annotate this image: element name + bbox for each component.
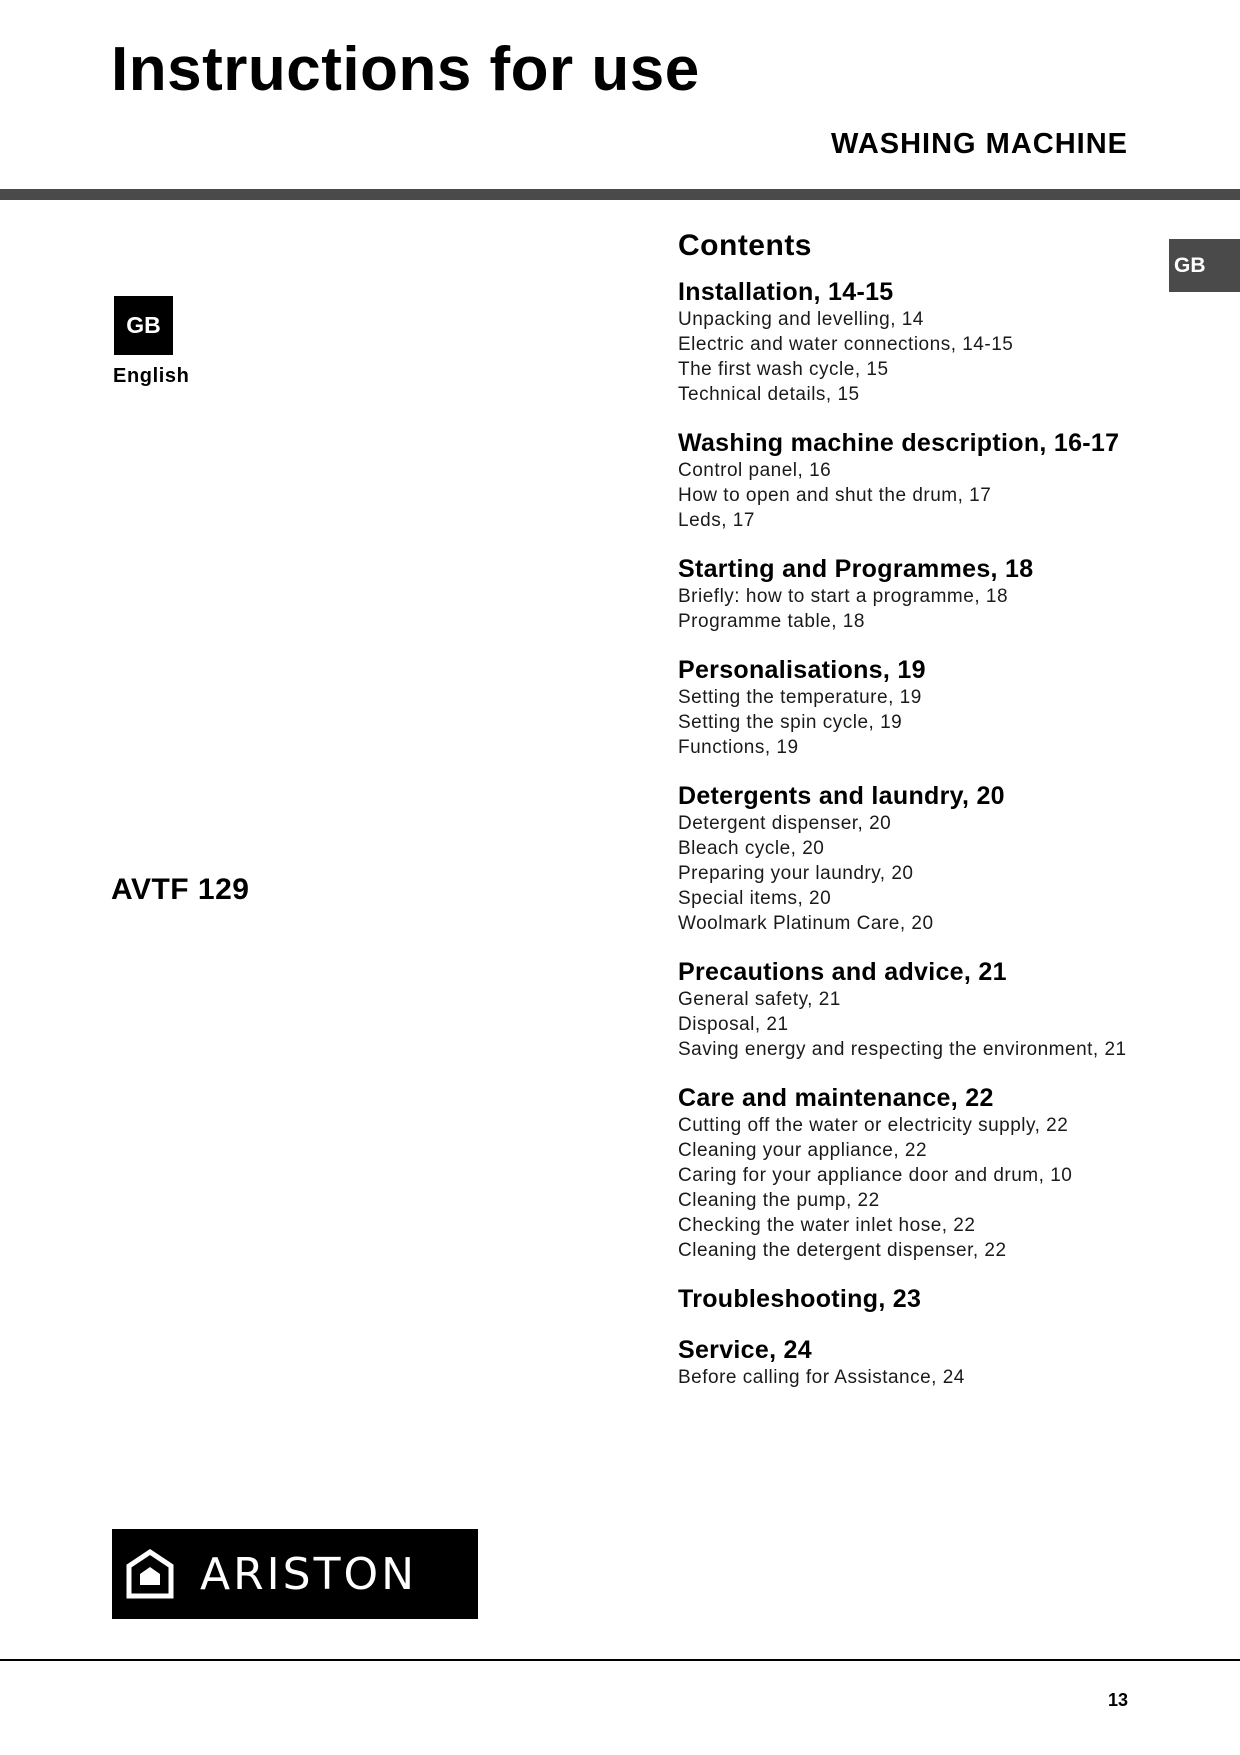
contents-entry: Functions, 19 [678, 737, 799, 758]
header-divider [0, 189, 1240, 200]
section-item-list [678, 584, 1178, 634]
contents-entry: Preparing your laundry, 20 [678, 863, 914, 884]
language-side-tab: GB [1169, 239, 1240, 292]
section-heading: Precautions and advice, 21 [678, 958, 1007, 986]
section-heading: Detergents and laundry, 20 [678, 782, 1005, 810]
contents-entry: Cleaning your appliance, 22 [678, 1140, 928, 1161]
section-heading: Washing machine description, 16-17 [678, 429, 1120, 457]
contents-entry: Setting the temperature, 19 [678, 687, 922, 708]
section-item-list [678, 307, 1178, 407]
section-heading: Troubleshooting, 23 [678, 1285, 922, 1313]
contents-entry: Briefly: how to start a programme, 18 [678, 586, 1009, 607]
contents-section [678, 1084, 1178, 1263]
footer-divider [0, 1659, 1240, 1661]
section-item-list [678, 685, 1178, 760]
contents-entry: Electric and water connections, 14-15 [678, 334, 1014, 355]
contents-section [678, 278, 1178, 407]
house-icon [126, 1549, 174, 1599]
section-item-list [678, 458, 1178, 533]
contents-section [678, 656, 1178, 760]
contents-entry: Before calling for Assistance, 24 [678, 1367, 965, 1388]
contents-section [678, 555, 1178, 634]
contents-entry: The first wash cycle, 15 [678, 359, 889, 380]
language-label: English [113, 365, 190, 387]
section-heading: Service, 24 [678, 1336, 812, 1364]
contents-section [678, 429, 1178, 533]
contents-entry: Programme table, 18 [678, 611, 865, 632]
contents-entry: General safety, 21 [678, 989, 841, 1010]
contents-entry: Cutting off the water or electricity supply, 22 [678, 1115, 1069, 1136]
contents-entry: Technical details, 15 [678, 384, 860, 405]
section-heading: Starting and Programmes, 18 [678, 555, 1034, 583]
contents-entry: Bleach cycle, 20 [678, 838, 825, 859]
contents-entry: Unpacking and levelling, 14 [678, 309, 924, 330]
contents-section [678, 1285, 1178, 1314]
contents-entry: Checking the water inlet hose, 22 [678, 1215, 976, 1236]
contents-entry: Cleaning the detergent dispenser, 22 [678, 1240, 1007, 1261]
contents-entry: Caring for your appliance door and drum, 10 [678, 1165, 1073, 1186]
contents-section [678, 958, 1178, 1062]
contents-entry: Leds, 17 [678, 510, 755, 531]
section-item-list [678, 987, 1178, 1062]
contents-entry: Cleaning the pump, 22 [678, 1190, 880, 1211]
contents-title: Contents [678, 229, 812, 262]
contents-entry: How to open and shut the drum, 17 [678, 485, 992, 506]
contents-entry: Control panel, 16 [678, 460, 832, 481]
contents-section [678, 782, 1178, 936]
brand-logo [112, 1529, 478, 1619]
contents-entry: Special items, 20 [678, 888, 832, 909]
contents-entry: Detergent dispenser, 20 [678, 813, 892, 834]
contents-entry: Saving energy and respecting the environment, 21 [678, 1039, 1127, 1060]
contents-sections [678, 278, 1178, 1390]
brand-name: ARISTON [200, 1548, 418, 1600]
section-item-list [678, 1365, 1178, 1390]
model-number: AVTF 129 [111, 873, 250, 906]
section-heading: Care and maintenance, 22 [678, 1084, 994, 1112]
page-subtitle: WASHING MACHINE [831, 128, 1128, 160]
section-item-list [678, 1113, 1178, 1263]
section-item-list [678, 811, 1178, 936]
page-number: 13 [1107, 1690, 1128, 1710]
language-badge: GB [114, 296, 173, 355]
contents-section [678, 1336, 1178, 1390]
page-title: Instructions for use [111, 35, 700, 104]
contents-entry: Setting the spin cycle, 19 [678, 712, 903, 733]
contents-entry: Disposal, 21 [678, 1014, 789, 1035]
section-heading: Installation, 14-15 [678, 278, 894, 306]
contents-entry: Woolmark Platinum Care, 20 [678, 913, 934, 934]
section-heading: Personalisations, 19 [678, 656, 926, 684]
table-of-contents [678, 226, 1178, 1412]
